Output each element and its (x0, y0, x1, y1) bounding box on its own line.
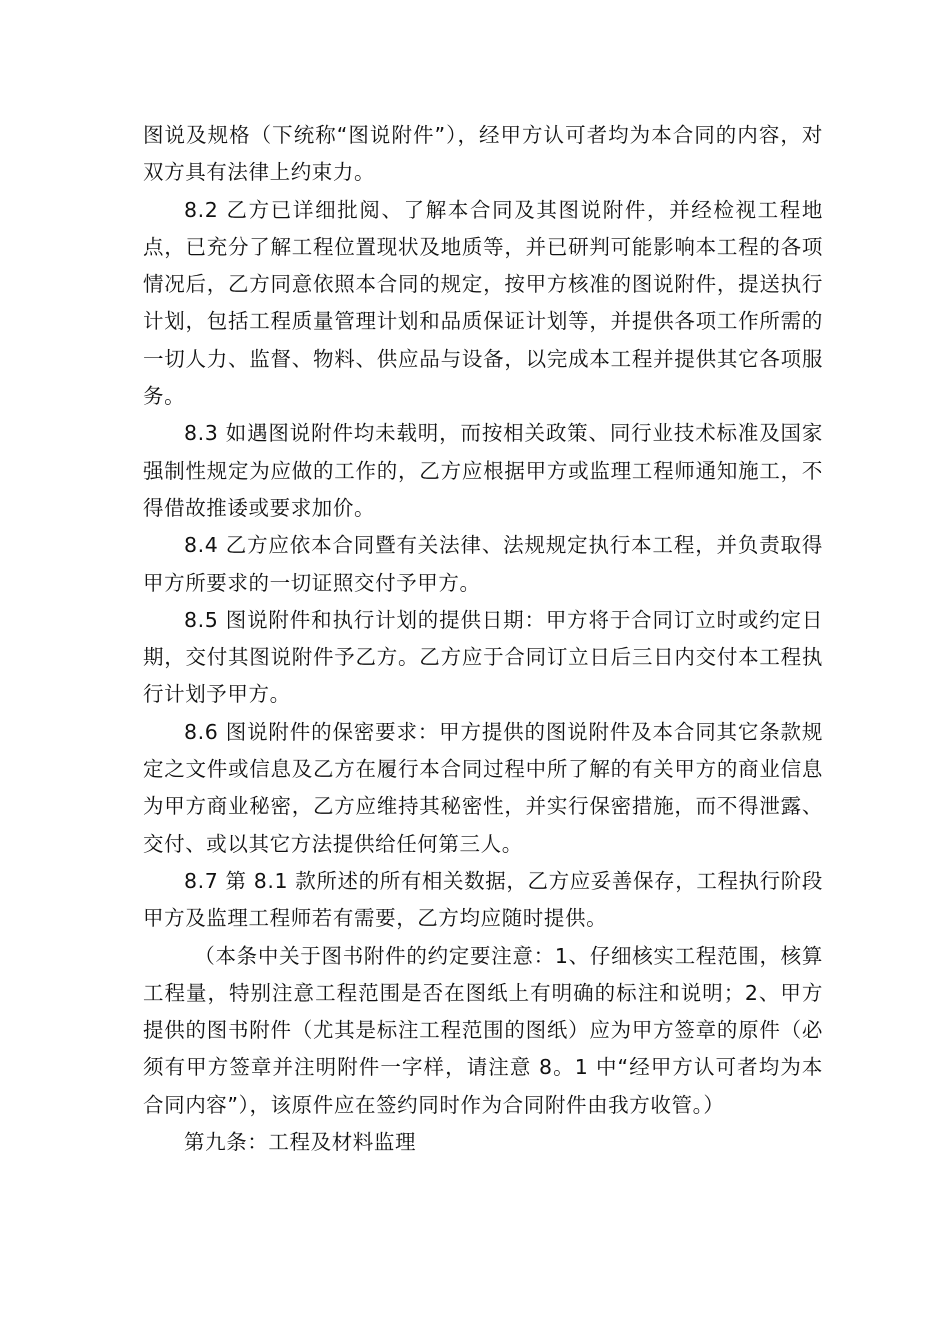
document-body (143, 117, 823, 1161)
paragraph-8-4: 8.4 乙方应依本合同暨有关法律、法规规定执行本工程，并负责取得甲方所要求的一切证照交付予甲方。 (143, 533, 823, 595)
paragraph-8-7: 8.7 第 8.1 款所述的所有相关数据，乙方应妥善保存，工程执行阶段甲方及监理工程师若有需要，乙方均应随时提供。 (143, 868, 823, 931)
paragraph-8-6: 8.6 图说附件的保密要求：甲方提供的图说附件及本合同其它条款规定之文件或信息及乙方在履行本合同过程中所了解的有关甲方的商业信息为甲方商业秘密，乙方应维持其秘密性，并实行保密措施，而不得泄露、交付、或以其它方法提供给任何第三人。 (143, 719, 823, 856)
paragraph-8-5: 8.5 图说附件和执行计划的提供日期：甲方将于合同订立时或约定日期，交付其图说附件予乙方。乙方应于合同订立日后三日内交付本工程执行计划予甲方。 (143, 607, 823, 707)
note-paragraph: （本条中关于图书附件的约定要注意：1、仔细核实工程范围，核算工程量，特别注意工程范围是否在图纸上有明确的标注和说明；2、甲方提供的图书附件（尤其是标注工程范围的图纸）应为甲方签章的原件（必须有甲方签章并注明附件一字样，请注意 8。1 中“经甲方认可者均为本合同内容”），该原件应在签约同时作为合同附件由我方收管。） (143, 943, 823, 1117)
paragraph-8-1-continuation: 图说及规格（下统称“图说附件”），经甲方认可者均为本合同的内容，对双方具有法律上约束力。 (143, 123, 823, 185)
paragraph-8-2: 8.2 乙方已详细批阅、了解本合同及其图说附件，并经检视工程地点，已充分了解工程位置现状及地质等，并已研判可能影响本工程的各项情况后，乙方同意依照本合同的规定，按甲方核准的图说附件，提送执行计划，包括工程质量管理计划和品质保证计划等，并提供各项工作所需的一切人力、监督、物料、供应品与设备，以完成本工程并提供其它各项服务。 (143, 197, 823, 409)
article-9-heading: 第九条：工程及材料监理 (184, 1130, 417, 1155)
paragraph-8-3: 8.3 如遇图说附件均未载明，而按相关政策、同行业技术标准及国家强制性规定为应做的工作的，乙方应根据甲方或监理工程师通知施工，不得借故推诿或要求加价。 (143, 421, 823, 520)
